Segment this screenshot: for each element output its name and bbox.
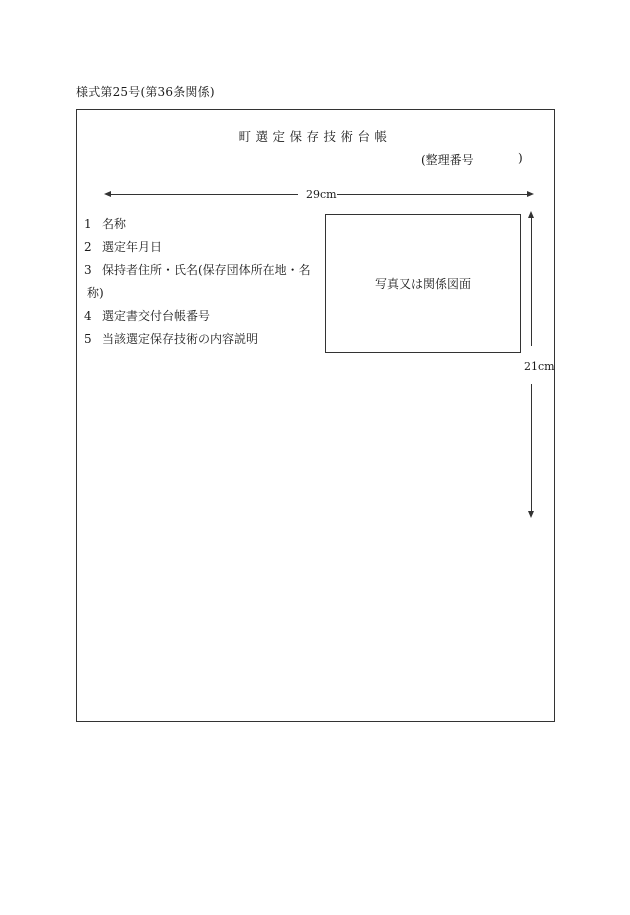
form-code-label: 様式第25号(第36条関係) [76, 85, 215, 99]
list-item [84, 330, 258, 347]
serial-number-close: ) [518, 151, 523, 165]
list-item [84, 307, 210, 324]
width-arrow-right-head [527, 191, 534, 197]
photo-placeholder-box [325, 214, 521, 353]
list-item-label: 選定書交付台帳番号 [102, 309, 211, 323]
width-arrow-left-head [104, 191, 111, 197]
height-arrow-line-bottom [531, 384, 532, 514]
height-arrow-down-head [528, 511, 534, 518]
list-item-number: 1 [84, 217, 92, 231]
list-item-label: 保持者住所・氏名(保存団体所在地・名 [102, 263, 311, 277]
photo-placeholder-label: 写真又は関係図面 [374, 277, 471, 291]
list-item [84, 238, 162, 255]
list-item-continuation: 称) [87, 286, 104, 300]
width-arrow-line-right [337, 194, 529, 195]
list-item-number: 2 [84, 240, 92, 254]
list-item [84, 261, 311, 278]
serial-number-label: (整理番号 [421, 153, 474, 167]
width-dimension-label: 29cm [306, 188, 337, 201]
height-arrow-line-top [531, 216, 532, 346]
list-item [84, 215, 126, 232]
list-item-number: 3 [84, 263, 92, 277]
height-dimension-label: 21cm [524, 360, 555, 373]
width-arrow-line-left [108, 194, 298, 195]
list-item-label: 選定年月日 [102, 240, 163, 254]
list-item-number: 4 [84, 309, 92, 323]
list-item-label: 当該選定保存技術の内容説明 [102, 332, 259, 346]
list-item-label: 名称 [102, 217, 127, 231]
list-item-number: 5 [84, 332, 92, 346]
register-title: 町選定保存技術台帳 [238, 129, 392, 144]
